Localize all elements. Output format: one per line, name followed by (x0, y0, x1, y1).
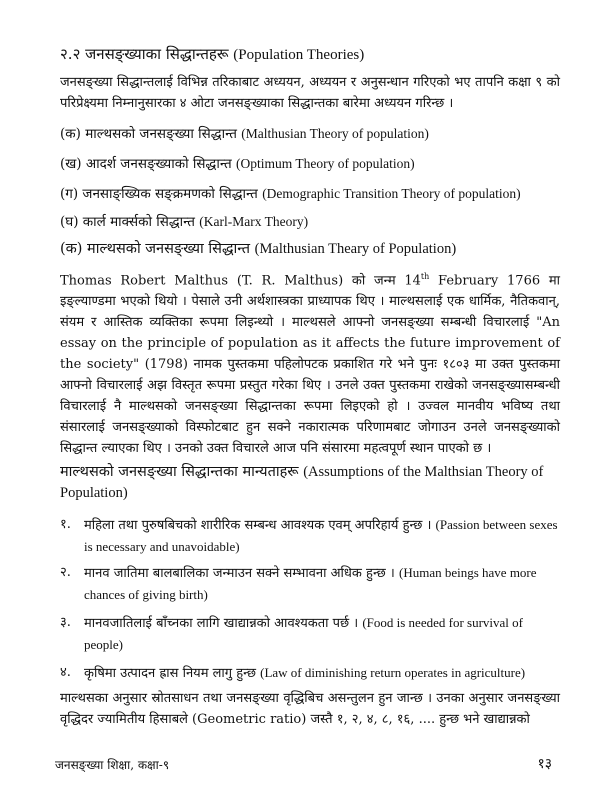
page-number: १३ (537, 756, 552, 772)
theory-label-en: (Karl-Marx Theory) (199, 214, 309, 229)
theory-item (60, 154, 560, 174)
malthus-heading-np: (क) माल्थसको जनसङ्ख्या सिद्धान्त (60, 241, 251, 257)
assumption-text-np: कृषिमा उत्पादन ह्रास नियम लागु हुन्छ (84, 666, 256, 681)
theory-label-np: (ख) आदर्श जनसङ्ख्याको सिद्धान्त (60, 156, 232, 172)
theory-item (60, 212, 560, 232)
theory-label-en: (Malthusian Theory of population) (241, 126, 429, 141)
malthus-heading (60, 238, 560, 260)
assumption-text-np: मानवजातिलाई बाँच्नका लागि खाद्यान्नको आवश्यकता पर्छ । (84, 616, 359, 631)
assumption-text-en: (Passion between sexes is necessary and unavoidable) (84, 517, 558, 554)
section-title (60, 44, 560, 64)
assumption-number: ४. (60, 665, 71, 680)
footer-book-title: जनसङ्ख्या शिक्षा, कक्षा-९ (55, 758, 170, 772)
theory-label-en: (Demographic Transition Theory of population) (262, 186, 521, 201)
assumptions-heading-np: माल्थसको जनसङ्ख्या सिद्धान्तका मान्यताहरू (60, 464, 299, 480)
assumption-text (84, 562, 560, 606)
malthus-para-rest: February 1766 मा इङ्ल्याण्डमा भएको थियो । पेसाले उनी अर्थशास्त्रका प्राध्यापक थिए । माल्थसलाई एक धार्मिक, नैतिकवान्, संयम र आस्तिक व्यक्तिका रूपमा लिइन्थ्यो । माल्थसले आफ्नो जनसङ्ख्या सम्बन्धी विचारलाई "An essay on the principle of population as it affects the future improvement of the society" (1798) नामक पुस्तकमा पहिलोपटक प्रकाशित गरे भने पुनः १८०३ मा उक्त पुस्तकमा आफ्नो विचारलाई अझ विस्तृत रूपमा प्रस्तुत गरेका थिए । उनले उक्त पुस्तकमा राखेको जनसङ्ख्यासम्बन्धी विचारलाई नै माल्थसको जनसङ्ख्या सिद्धान्तका रूपमा लिइएको हो । उज्वल मानवीय भविष्य तथा संसारलाई जनसङ्ख्याको विस्फोटबाट हुन सक्ने नकारात्मक परिणामबाट जोगाउन उनले जनसङ्ख्याको सिद्धान्त ल्याएका थिए । उनको उक्त विचारले आज पनि संसारमा महत्वपूर्ण स्थान पाएको छ । (60, 273, 561, 457)
section-title-en: (Population Theories) (233, 47, 365, 63)
assumption-text (84, 612, 560, 656)
assumption-text-np: मानव जातिमा बालबालिका जन्माउन सक्ने सम्भावना अधिक हुन्छ । (84, 566, 395, 581)
ordinal-suffix: th (420, 272, 430, 281)
assumption-text-en: (Food is needed for survival of people) (84, 615, 523, 652)
assumption-number: २. (60, 565, 71, 580)
assumption-number: ३. (60, 615, 71, 630)
assumption-text-en: (Law of diminishing return operates in agriculture) (260, 665, 526, 680)
malthus-paragraph (60, 266, 560, 459)
assumption-text (84, 514, 560, 558)
theory-label-en: (Optimum Theory of population) (235, 156, 415, 171)
assumption-text-en: (Human beings have more chances of giving birth) (84, 565, 537, 602)
section-title-np: २.२ जनसङ्ख्याका सिद्धान्तहरू (60, 45, 229, 63)
intro-paragraph: जनसङ्ख्या सिद्धान्तलाई विभिन्न तरिकाबाट अध्ययन, अध्ययन र अनुसन्धान गरिएको भए तापनि कक्षा ९ को परिप्रेक्ष्यमा निम्नानुसारका ४ ओटा जनसङ्ख्याका सिद्धान्तका बारेमा अध्ययन गरिन्छ । (60, 75, 560, 111)
theory-label-np: (क) माल्थसको जनसङ्ख्या सिद्धान्त (60, 126, 237, 142)
malthus-heading-en: (Malthusian Theary of Population) (254, 241, 457, 257)
malthus-para-start: Thomas Robert Malthus (T. R. Malthus) को जन्म 14 (60, 273, 421, 289)
assumption-number: १. (60, 517, 71, 532)
closing-paragraph: माल्थसका अनुसार स्रोतसाधन तथा जनसङ्ख्या वृद्धिबिच असन्तुलन हुन जान्छ । उनका अनुसार जनसङ्ख्या वृद्धिदर ज्यामितीय हिसाबले (Geometric ratio) जस्तै १, २, ४, ८, १६, .... हुन्छ भने खाद्यान्नको (60, 691, 560, 727)
assumption-text (84, 662, 560, 684)
theory-label-np: (ग) जनसाङ्ख्यिक सङ्क्रमणको सिद्धान्त (60, 186, 258, 202)
assumptions-heading (60, 462, 560, 504)
assumption-text-np: महिला तथा पुरुषबिचको शारीरिक सम्बन्ध आवश्यक एवम् अपरिहार्य हुन्छ । (84, 518, 432, 533)
theory-label-np: (घ) कार्ल मार्क्सको सिद्धान्त (60, 214, 195, 230)
theory-item (60, 184, 560, 204)
assumptions-heading-en: (Assumptions of the Malthsian Theory of Population) (60, 464, 544, 501)
theory-item (60, 124, 560, 144)
